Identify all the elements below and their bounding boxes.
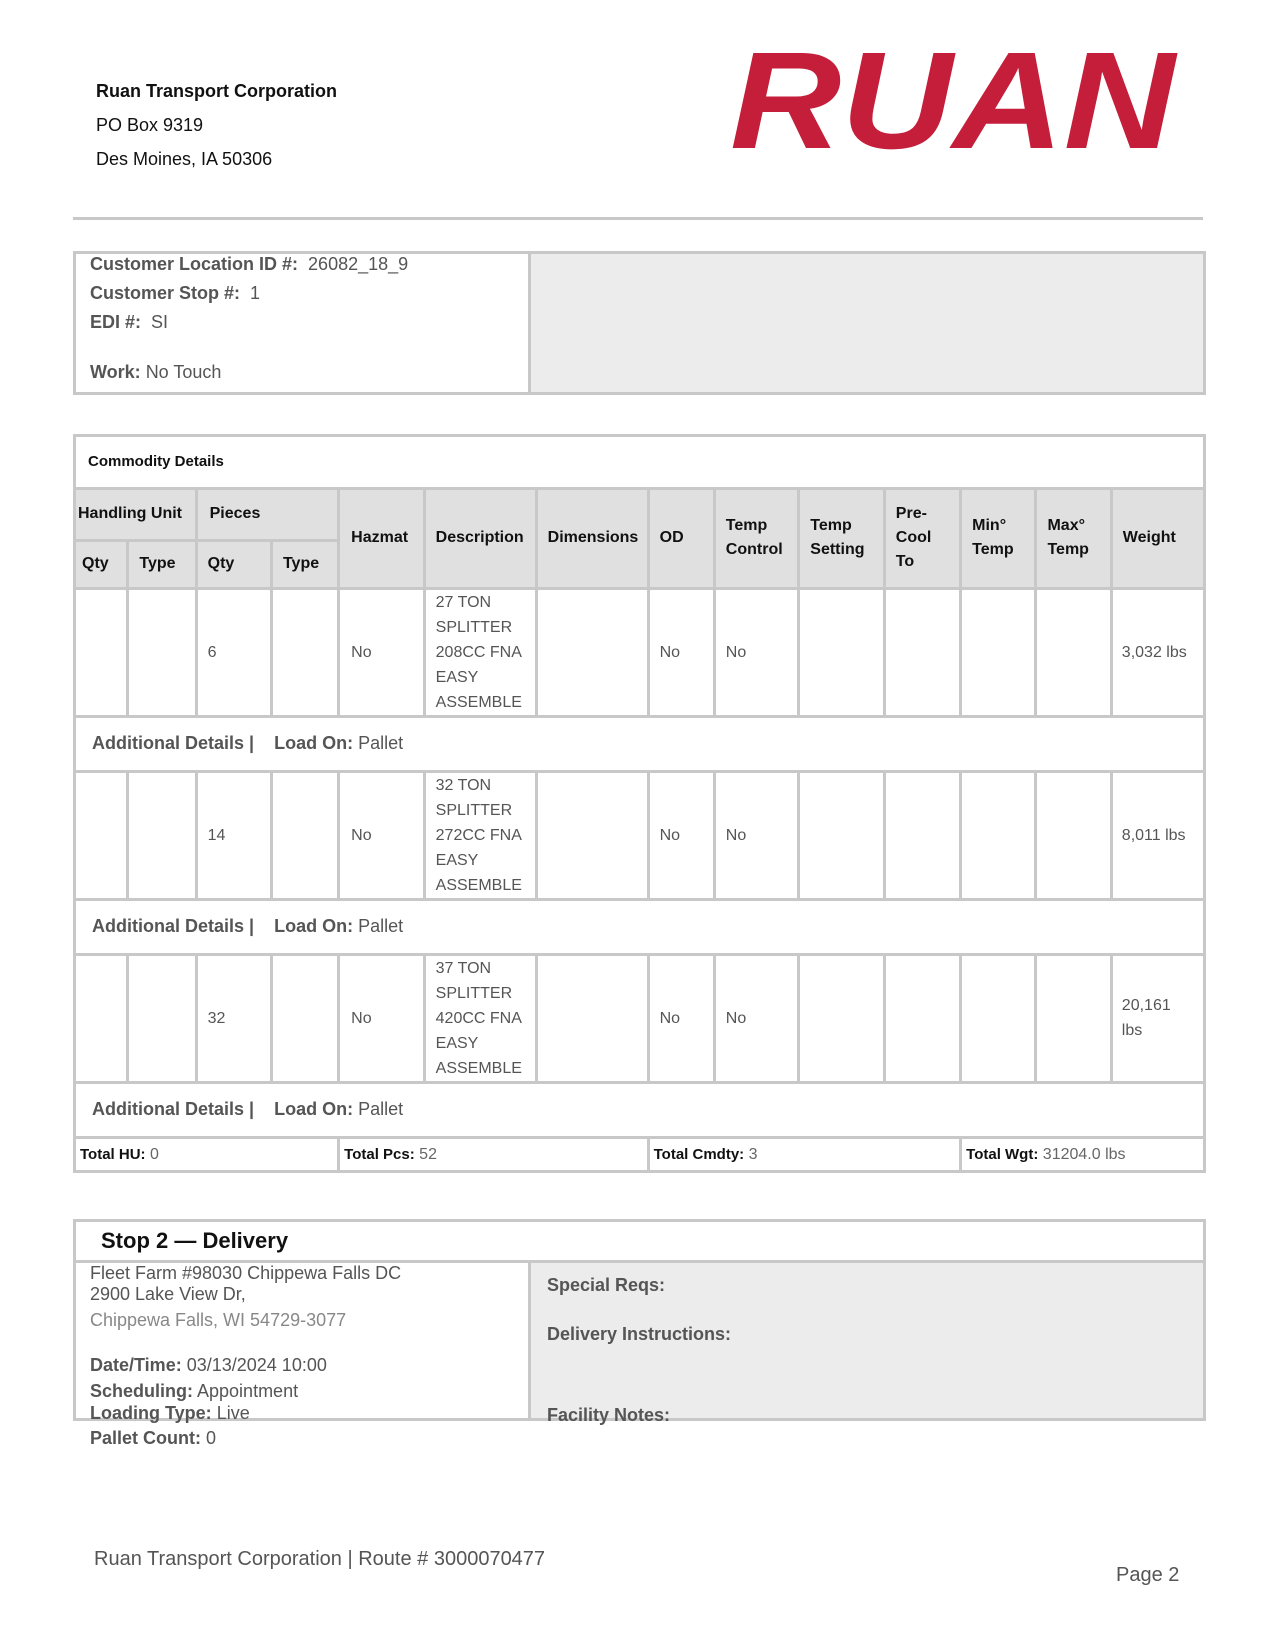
cell-hazmat: No — [339, 954, 425, 1082]
cell-pcs-qty: 14 — [196, 771, 271, 899]
header-temp-control: Temp Control — [714, 490, 798, 588]
header-handling-unit: Handling Unit — [76, 490, 196, 540]
company-address-line2: Des Moines, IA 50306 — [96, 149, 273, 169]
load-on-label: Load On: — [274, 1099, 354, 1119]
datetime-label: Date/Time: — [90, 1355, 182, 1375]
work-value: No Touch — [145, 362, 222, 382]
customer-location-id — [90, 254, 408, 275]
header-min-temp: Min° Temp — [961, 490, 1036, 588]
additional-details-row — [76, 1082, 1203, 1137]
commodity-details — [73, 434, 1206, 1173]
cell-temp-control: No — [714, 588, 798, 716]
header-hu-type: Type — [128, 540, 196, 588]
footer-route: Ruan Transport Corporation | Route # 3000070477 — [94, 1548, 546, 1570]
stop-pallet-count — [90, 1428, 216, 1449]
commodity-row — [76, 771, 1203, 899]
customer-info-panel — [76, 254, 531, 392]
datetime-value: 03/13/2024 10:00 — [186, 1355, 327, 1375]
cell-temp-setting — [799, 588, 885, 716]
load-on-value: Pallet — [358, 1099, 404, 1119]
cell-description: 32 TON SPLITTER 272CC FNA EASY ASSEMBLE — [424, 771, 536, 899]
total-cmdty-label: Total Cmdty: — [653, 1145, 745, 1163]
header-hazmat: Hazmat — [339, 490, 425, 588]
logo-text: RUAN — [730, 40, 1179, 160]
scheduling-label: Scheduling: — [90, 1381, 193, 1401]
company-name: Ruan Transport Corporation — [96, 81, 338, 101]
header-pre-cool: Pre- Cool To — [884, 490, 960, 588]
header-pcs-type: Type — [271, 540, 338, 588]
cell-max-temp — [1036, 588, 1111, 716]
total-hu-label: Total HU: — [80, 1145, 146, 1163]
customer-stop-value: 1 — [250, 283, 261, 303]
header-description: Description — [424, 490, 536, 588]
cell-hu-qty — [76, 588, 128, 716]
total-cmdty — [648, 1137, 961, 1170]
commodity-title: Commodity Details — [76, 437, 1203, 490]
customer-location-value: 26082_18_9 — [308, 254, 409, 274]
additional-details-row — [76, 899, 1203, 954]
cell-dimensions — [536, 954, 648, 1082]
company-address — [96, 74, 337, 176]
cell-hu-type — [128, 588, 196, 716]
customer-location-label: Customer Location ID #: — [90, 254, 299, 274]
cell-hu-qty — [76, 954, 128, 1082]
totals-row — [76, 1137, 1203, 1170]
cell-weight: 3,032 lbs — [1111, 588, 1203, 716]
header-divider — [73, 217, 1203, 220]
total-pcs-label: Total Pcs: — [344, 1145, 415, 1163]
cell-pcs-qty: 32 — [196, 954, 271, 1082]
total-cmdty-value: 3 — [748, 1145, 758, 1163]
cell-hu-type — [128, 771, 196, 899]
stop-title: Stop 2 — Delivery — [76, 1222, 1203, 1263]
loading-type-label: Loading Type: — [90, 1403, 212, 1423]
stop-details-box — [73, 1219, 1206, 1448]
cell-temp-control: No — [714, 771, 798, 899]
load-on-value: Pallet — [358, 733, 404, 753]
stop-city: Chippewa Falls, WI 54729-3077 — [90, 1310, 347, 1330]
stop-address-panel — [76, 1263, 531, 1448]
header-pieces: Pieces — [196, 490, 339, 540]
cell-hu-qty — [76, 771, 128, 899]
cell-pcs-type — [271, 771, 338, 899]
additional-details-label: Additional Details | — [92, 1099, 255, 1119]
additional-details — [76, 1082, 1203, 1137]
total-pcs — [339, 1137, 648, 1170]
commodity-row — [76, 954, 1203, 1082]
load-on-label: Load On: — [274, 916, 354, 936]
load-on-label: Load On: — [274, 733, 354, 753]
edi-label: EDI #: — [90, 312, 142, 332]
cell-pcs-type — [271, 954, 338, 1082]
page-number: Page 2 — [1116, 1564, 1180, 1586]
facility-notes-label: Facility Notes: — [547, 1405, 671, 1425]
cell-min-temp — [961, 771, 1036, 899]
cell-min-temp — [961, 954, 1036, 1082]
cell-dimensions — [536, 771, 648, 899]
cell-min-temp — [961, 588, 1036, 716]
customer-info-box — [73, 251, 1206, 395]
edi-number — [90, 312, 168, 333]
cell-od: No — [648, 771, 714, 899]
cell-pcs-type — [271, 588, 338, 716]
pallet-count-label: Pallet Count: — [90, 1428, 201, 1448]
stop-loading-type — [90, 1403, 250, 1424]
loading-type-value: Live — [216, 1403, 250, 1423]
cell-max-temp — [1036, 954, 1111, 1082]
load-on-value: Pallet — [358, 916, 404, 936]
cell-max-temp — [1036, 771, 1111, 899]
stop-scheduling — [90, 1381, 298, 1402]
cell-pcs-qty: 6 — [196, 588, 271, 716]
cell-temp-setting — [799, 771, 885, 899]
total-wgt — [961, 1137, 1203, 1170]
stop-datetime — [90, 1355, 327, 1376]
cell-hazmat: No — [339, 588, 425, 716]
cell-temp-control: No — [714, 954, 798, 1082]
additional-details-row — [76, 716, 1203, 771]
cell-temp-setting — [799, 954, 885, 1082]
customer-stop — [90, 283, 260, 304]
additional-details — [76, 716, 1203, 771]
header-max-temp: Max° Temp — [1036, 490, 1111, 588]
cell-hu-type — [128, 954, 196, 1082]
total-hu-value: 0 — [150, 1145, 159, 1163]
edi-value: SI — [151, 312, 169, 332]
header-row-1 — [76, 490, 1203, 540]
header-weight: Weight — [1111, 490, 1203, 588]
additional-details-label: Additional Details | — [92, 916, 255, 936]
cell-description: 27 TON SPLITTER 208CC FNA EASY ASSEMBLE — [424, 588, 536, 716]
cell-weight: 8,011 lbs — [1111, 771, 1203, 899]
header-pcs-qty: Qty — [196, 540, 271, 588]
work-type — [90, 362, 221, 383]
commodity-table — [76, 490, 1203, 1170]
stop-facility-name: Fleet Farm #98030 Chippewa Falls DC — [90, 1263, 402, 1283]
cell-dimensions — [536, 588, 648, 716]
cell-pre-cool — [884, 771, 960, 899]
customer-notes-panel — [531, 254, 1203, 392]
header-dimensions: Dimensions — [536, 490, 648, 588]
additional-details-label: Additional Details | — [92, 733, 255, 753]
company-address-line1: PO Box 9319 — [96, 115, 204, 135]
stop-street: 2900 Lake View Dr, — [90, 1284, 246, 1304]
cell-od: No — [648, 588, 714, 716]
pallet-count-value: 0 — [206, 1428, 217, 1448]
stop-instructions-panel — [531, 1263, 1203, 1425]
work-label: Work: — [90, 362, 141, 382]
cell-description: 37 TON SPLITTER 420CC FNA EASY ASSEMBLE — [424, 954, 536, 1082]
total-wgt-label: Total Wgt: — [966, 1145, 1039, 1163]
header-hu-qty: Qty — [76, 540, 128, 588]
special-reqs-label: Special Reqs: — [547, 1275, 666, 1295]
total-hu — [76, 1137, 339, 1170]
cell-pre-cool — [884, 588, 960, 716]
delivery-instructions-label: Delivery Instructions: — [547, 1324, 732, 1344]
header-temp-setting: Temp Setting — [799, 490, 885, 588]
scheduling-value: Appointment — [197, 1381, 299, 1401]
total-pcs-value: 52 — [419, 1145, 437, 1163]
header-od: OD — [648, 490, 714, 588]
cell-pre-cool — [884, 954, 960, 1082]
additional-details — [76, 899, 1203, 954]
customer-stop-label: Customer Stop #: — [90, 283, 241, 303]
cell-od: No — [648, 954, 714, 1082]
cell-hazmat: No — [339, 771, 425, 899]
cell-weight: 20,161 lbs — [1111, 954, 1203, 1082]
total-wgt-value: 31204.0 lbs — [1042, 1145, 1126, 1163]
commodity-row — [76, 588, 1203, 716]
ruan-logo — [730, 40, 1190, 160]
